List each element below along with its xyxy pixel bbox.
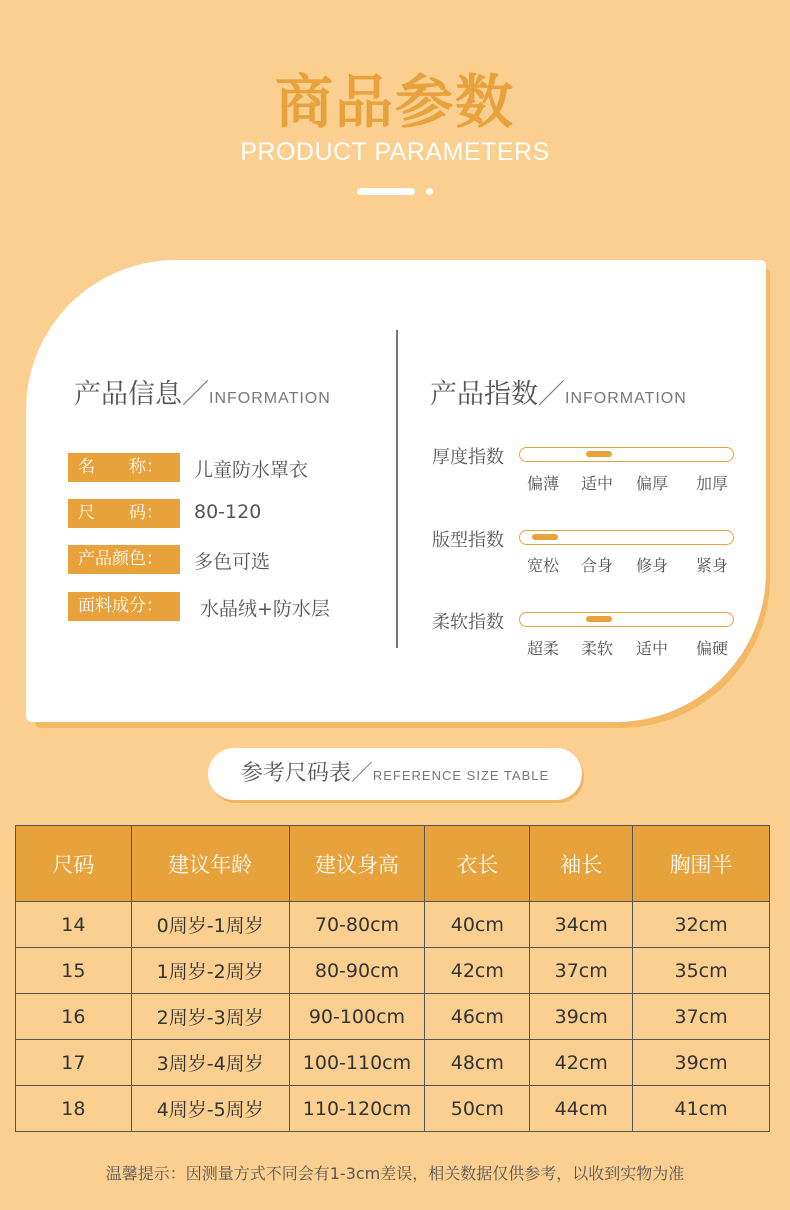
softness-option: 柔软 [581, 639, 614, 658]
info-value-name: 儿童防水罩衣 [194, 459, 309, 481]
thickness-index-marker [586, 451, 612, 457]
cell-length: 46cm [425, 994, 530, 1040]
info-title-slash: ／ [182, 379, 209, 410]
info-value-color: 多色可选 [194, 551, 271, 573]
title-decoration [357, 188, 437, 196]
cell-height: 100-110cm [289, 1040, 425, 1086]
cell-age: 3周岁-4周岁 [131, 1040, 289, 1086]
header-sleeve: 袖长 [530, 826, 633, 902]
cell-length: 42cm [425, 948, 530, 994]
cell-chest: 39cm [633, 1040, 770, 1086]
size-table-heading [208, 748, 582, 800]
table-row [16, 902, 770, 948]
info-section-title [74, 372, 331, 411]
header-size: 尺码 [16, 826, 132, 902]
fit-option: 合身 [581, 556, 614, 575]
cell-height: 110-120cm [289, 1086, 425, 1132]
decoration-dot [426, 188, 433, 195]
cell-length: 48cm [425, 1040, 530, 1086]
cell-chest: 32cm [633, 902, 770, 948]
table-row [16, 994, 770, 1040]
softness-option: 超柔 [527, 639, 560, 658]
card-divider [396, 330, 398, 648]
cell-height: 70-80cm [289, 902, 425, 948]
cell-size: 16 [16, 994, 132, 1040]
fit-index-marker [532, 534, 558, 540]
table-row [16, 1040, 770, 1086]
thickness-index-track [519, 447, 734, 462]
cell-age: 4周岁-5周岁 [131, 1086, 289, 1132]
thickness-option: 偏薄 [527, 474, 560, 493]
cell-height: 90-100cm [289, 994, 425, 1040]
softness-index-label: 柔软指数 [432, 612, 504, 633]
cell-sleeve: 39cm [530, 994, 633, 1040]
page-title: 商品参数 [274, 68, 515, 136]
info-title-en: INFORMATION [209, 390, 331, 407]
index-title-cn: 产品指数 [430, 379, 538, 410]
cell-height: 80-90cm [289, 948, 425, 994]
cell-age: 1周岁-2周岁 [131, 948, 289, 994]
size-table-title-slash: ／ [350, 761, 373, 786]
page-subtitle: PRODUCT PARAMETERS [240, 138, 550, 166]
thickness-index-label: 厚度指数 [432, 447, 504, 468]
index-title-slash: ／ [538, 379, 565, 410]
header-height: 建议身高 [289, 826, 425, 902]
thickness-option: 加厚 [696, 474, 729, 493]
fit-index-label: 版型指数 [432, 530, 504, 551]
cell-length: 50cm [425, 1086, 530, 1132]
footer-note: 温馨提示：因测量方式不同会有1-3cm差误，相关数据仅供参考，以收到实物为准 [105, 1164, 685, 1183]
size-table-header-row [16, 826, 770, 902]
info-label-fabric: 面料成分： [68, 592, 180, 621]
info-title-cn: 产品信息 [74, 379, 182, 410]
header-age: 建议年龄 [131, 826, 289, 902]
fit-option: 宽松 [527, 556, 560, 575]
cell-sleeve: 42cm [530, 1040, 633, 1086]
cell-size: 17 [16, 1040, 132, 1086]
cell-size: 15 [16, 948, 132, 994]
table-row [16, 948, 770, 994]
cell-chest: 37cm [633, 994, 770, 1040]
cell-chest: 41cm [633, 1086, 770, 1132]
index-title-en: INFORMATION [565, 390, 687, 407]
info-label-name: 名 称： [68, 453, 180, 482]
cell-length: 40cm [425, 902, 530, 948]
info-label-size: 尺 码： [68, 499, 180, 528]
cell-chest: 35cm [633, 948, 770, 994]
fit-index-track [519, 530, 734, 545]
info-value-fabric: 水晶绒+防水层 [200, 598, 330, 620]
table-row [16, 1086, 770, 1132]
size-table-title-en: REFERENCE SIZE TABLE [372, 768, 550, 783]
softness-option: 偏硬 [696, 639, 729, 658]
fit-option: 修身 [636, 556, 669, 575]
cell-age: 2周岁-3周岁 [131, 994, 289, 1040]
info-label-color: 产品颜色： [68, 545, 180, 574]
size-table-title-cn: 参考尺码表 [240, 761, 351, 786]
cell-sleeve: 44cm [530, 1086, 633, 1132]
thickness-option: 偏厚 [636, 474, 669, 493]
index-section-title [430, 372, 687, 411]
softness-index-marker [586, 616, 612, 622]
cell-size: 14 [16, 902, 132, 948]
softness-index-track [519, 612, 734, 627]
size-table [15, 825, 770, 1132]
fit-option: 紧身 [696, 556, 729, 575]
header-length: 衣长 [425, 826, 530, 902]
cell-sleeve: 34cm [530, 902, 633, 948]
softness-option: 适中 [636, 639, 669, 658]
cell-sleeve: 37cm [530, 948, 633, 994]
cell-size: 18 [16, 1086, 132, 1132]
cell-age: 0周岁-1周岁 [131, 902, 289, 948]
info-value-size: 80-120 [194, 501, 262, 523]
decoration-bar [357, 188, 415, 195]
header-chest: 胸围半 [633, 826, 770, 902]
thickness-option: 适中 [581, 474, 614, 493]
